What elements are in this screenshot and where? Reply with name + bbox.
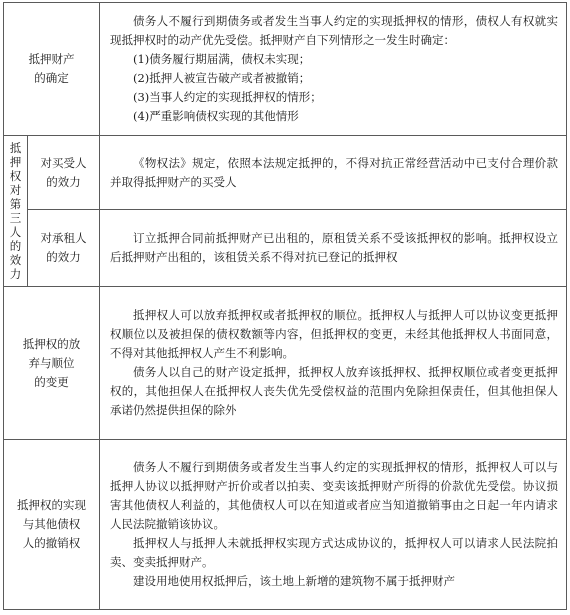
row-label-line: 的效力 xyxy=(46,250,81,264)
row-paragraph: 订立抵押合同前抵押财产已出租的，原租赁关系不受该抵押权的影响。抵押权设立后抵押财产出租的，该租赁关系不得对抗已登记的抵押权 xyxy=(110,231,558,264)
row-label-line: 弃与顺位 xyxy=(28,355,75,370)
content-table xyxy=(3,2,567,610)
table-row xyxy=(4,3,567,136)
group-label-char: 押 xyxy=(9,155,22,169)
group-label-char: 三 xyxy=(9,211,22,225)
list-item: (2)抵押人被宣告破产或者被撤销； xyxy=(133,71,311,85)
group-label-char: 效 xyxy=(9,253,22,267)
list-item: (1)债务履行期届满，债权未实现； xyxy=(133,52,311,66)
row-content-cell xyxy=(100,3,567,136)
group-label-char: 对 xyxy=(9,183,22,197)
group-label-char: 抵 xyxy=(9,141,22,155)
row-paragraph: 债务人不履行到期债务或者发生当事人约定的实现抵押权的情形，债权人有权就实现抵押权时的动产优先受偿。抵押财产自下列情形之一发生时确定： xyxy=(110,14,558,47)
group-label-char: 的 xyxy=(9,239,22,253)
row-paragraph: 《物权法》规定，依照本法规定抵押的，不得对抗正常经营活动中已支付合理价款并取得抵押财产的买受人 xyxy=(110,155,558,189)
table-row xyxy=(4,210,567,287)
row-label-line: 的变更 xyxy=(34,374,69,389)
row-paragraph: 债务人以自己的财产设定抵押，抵押权人放弃该抵押权、抵押权顺位或者变更抵押权的，其他担保人在抵押权人丧失优先受偿权益的范围内免除担保责任，但其他担保人承诺仍然提供担保的除外 xyxy=(110,365,558,417)
row-content-cell xyxy=(100,440,567,610)
list-item: (4)严重影响债权实现的其他情形 xyxy=(133,109,299,123)
group-label-char: 力 xyxy=(9,267,22,281)
row-label-line: 对承租人 xyxy=(40,231,87,245)
row-paragraph: 抵押权人可以放弃抵押权或者抵押权的顺位。抵押权人与抵押人可以协议变更抵押权顺位以及被担保的债权数额等内容，但抵押权的变更，未经其他抵押权人书面同意，不得对其他抵押权人产生不利影响。 xyxy=(110,308,558,360)
row-label-line: 抵押权的实现 xyxy=(17,498,86,512)
list-item: (3)当事人约定的实现抵押权的情形； xyxy=(133,90,322,104)
row-label-line: 与其他债权 xyxy=(22,517,81,531)
row-content-cell xyxy=(100,136,567,210)
row-label-cell xyxy=(4,287,100,440)
row-label-cell xyxy=(4,3,100,136)
row-label-line: 的确定 xyxy=(34,71,69,85)
group-label-char: 第 xyxy=(9,197,22,211)
table-row xyxy=(4,287,567,440)
subrow-label-cell xyxy=(28,210,100,287)
row-label-line: 对买受人 xyxy=(40,155,87,170)
table-row xyxy=(4,136,567,210)
row-label-line: 人的撤销权 xyxy=(22,536,81,550)
group-label-char: 人 xyxy=(9,225,22,239)
row-paragraph: 债务人不履行到期债务或者发生当事人约定的实现抵押权的情形，抵押权人可以与抵押人协议以抵押财产折价或者以拍卖、变卖该抵押财产所得的价款优先受偿。协议损害其他债权人利益的，其他债权人可以在知道或者应当知道撤销事由之日起一年内请求人民法院撤销该协议。 xyxy=(110,460,558,531)
row-paragraph: 抵押权人与抵押人未就抵押权实现方式达成协议的，抵押权人可以请求人民法院拍卖、变卖抵押财产。 xyxy=(110,536,558,569)
row-label-line: 的效力 xyxy=(46,174,81,189)
group-label-cell xyxy=(4,136,28,287)
row-label-line: 抵押财产 xyxy=(28,52,75,66)
row-content-cell xyxy=(100,287,567,440)
row-paragraph: 建设用地使用权抵押后，该土地上新增的建筑物不属于抵押财产 xyxy=(133,574,455,588)
table-row xyxy=(4,440,567,610)
row-label-cell xyxy=(4,440,100,610)
subrow-label-cell xyxy=(28,136,100,210)
row-content-cell xyxy=(100,210,567,287)
row-label-line: 抵押权的放 xyxy=(22,336,81,351)
group-label-char: 权 xyxy=(9,169,22,183)
